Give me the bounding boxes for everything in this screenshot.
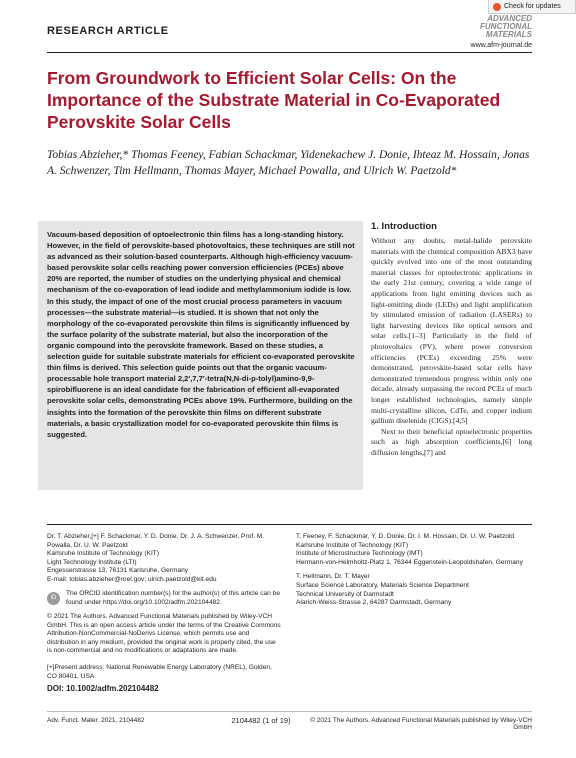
header-divider (47, 52, 532, 53)
update-badge-icon (493, 3, 501, 11)
orcid-text[interactable]: The ORCID identification number(s) for the author(s) of this article can be found under https://doi.org/10.1002/adfm.202104482. (66, 590, 281, 606)
introduction-body (371, 236, 532, 458)
license-text: © 2021 The Authors. Advanced Functional Materials published by Wiley-VCH GmbH. This is an open access article under the terms of the Creative Commons Attribution-NonCommercial-NoDerivs License, which permits use and distribution in any medium, provided the original work is properly cited, the use is non-commercial and no modifications or adaptations are made. (47, 613, 281, 655)
logo-line-2: FUNCTIONAL (480, 22, 532, 31)
footer-citation: Adv. Funct. Mater. 2021, 2104482 (47, 717, 145, 724)
affiliation-tu-darmstadt: T. Hellmann, Dr. T. Mayer Surface Science Laboratory, Materials Science Department Technical University of Darmstadt Alarich-Weiss-Strasse 2, 64287 Darmstadt, Germany (296, 573, 469, 607)
page-number: 2104482 (1 of 19) (231, 716, 291, 725)
introduction-heading: 1. Introduction (371, 221, 437, 232)
article-title: From Groundwork to Efficient Solar Cells: On the Importance of the Substrate Material in Co-Evaporated Perovskite Solar Cells (47, 68, 501, 132)
abstract-text: Vacuum-based deposition of optoelectronic thin films has a long-standing history. However, in the field of perovskite-based photovoltaics, these techniques are still not as advanced as their solution-based counterparts. Although high-efficiency vacuum-based perovskite solar cells reaching power conversion efficiencies (PCEs) above 20% are reported, the number of studies on the underlying physical and chemical mechanism of the co-evaporation of lead iodide and methylammonium iodide is low. In this study, the impact of one of the most crucial process parameters in vacuum processes—the substrate material—is studied. It is shown that not only the morphology of the co-evaporated perovskite thin films is significantly influenced by the surface polarity of the substrate material, but also the incorporation of the organic compound into the perovskite framework. Based on these studies, a selection guide for suitable substrate materials for efficient co-evaporated perovskite thin films is derived. This selection guide points out that the organic vacuum-processable hole transport material 2,2′,7,7′-tetra(N,N-di-p-tolyl)amino-9,9-spirobifluorene is an ideal candidate for the fabrication of efficient all-evaporated perovskite solar cells, demonstrating PCEs above 19%. Furthermore, building on the insights into the formation of the perovskite thin films on different substrate materials, a basic crystallization model for co-evaporated perovskite thin films is suggested. (47, 230, 355, 439)
logo-line-3: MATERIALS (485, 30, 532, 39)
journal-url[interactable]: www.afm-journal.de (470, 42, 532, 49)
check-for-updates-button[interactable] (488, 0, 576, 14)
check-for-updates-label: Check for updates (504, 3, 561, 10)
intro-paragraph-1: Without any doubts, metal-halide perovskite materials with the chemical composition ABX3 have quickly evolved into one of the most outstanding material classes for optoelectronic applications in the early 21st century, covering a wide range of applications from light emitting devices such as light-emitting diode (LEDs) and light amplification by stimulated emission of radiation (LASERs) to light harvesting devices like optical sensors and solar cells.[1–3] Particularly in the field of photovoltaics (PV), where power conversion efficiencies (PCEs) exceeding 25% were demonstrated, perovskite-based solar cells have demonstrated tremendous progress within only one decade, already surpassing the record PCEs of much longer established technologies, namely simple multi-crystalline silicon, CdTe, and copper indium gallium diselenide (CIGS).[4,5] (371, 236, 532, 426)
footer-copyright: © 2021 The Authors. Advanced Functional Materials published by Wiley-VCH GmbH (310, 717, 532, 731)
affiliation-kit-lti: Dr. T. Abzieher,[+] F. Schackmar, Y. D. Donie, Dr. J. A. Schwenzer, Prof. M. Powalla, Dr. U. W. Paetzold Karlsruhe Institute of Technology (KIT) Light Technology Institute (LTI) Engesserstrasse 13, 76131 Karlsruhe, Germany E-mail: tobias.abzieher@nrel.gov; ulrich.paetzold@kit.edu (47, 533, 265, 583)
intro-paragraph-2: Next to their beneficial optoelectronic properties such as high absorption coefficients,[6] long diffusion lengths,[7] and (371, 426, 532, 457)
present-address: [+]Present address: National Renewable Energy Laboratory (NREL), Golden, CO 80401, USA (47, 664, 272, 680)
affiliation-kit-imt: T. Feeney, F. Schackmar, Y. D. Donie, Dr. I. M. Hossain, Dr. U. W. Paetzold Karlsruhe Institute of Technology (KIT) Institute of Microstructure Technology (IMT) Hermann-von-Helmholtz-Platz 1, 76344 Eggenstein-Leopoldshafen, Germany (296, 533, 523, 566)
orcid-note (47, 590, 282, 607)
doi-link[interactable]: DOI: 10.1002/adfm.202104482 (47, 684, 159, 693)
footnote-divider (47, 524, 532, 525)
author-list: Tobias Abzieher,* Thomas Feeney, Fabian Schackmar, Yidenekachew J. Donie, Ihteaz M. Hossain, Jonas A. Schwenzer, Tim Hellmann, Thomas Mayer, Michael Powalla, and Ulrich W. Paetzold* (47, 149, 530, 177)
journal-logo (456, 15, 532, 39)
footer-divider (47, 711, 532, 712)
logo-line-1: ADVANCED (487, 14, 532, 23)
section-label: RESEARCH ARTICLE (47, 25, 169, 37)
affiliations-right (296, 533, 532, 614)
orcid-icon: iD (47, 592, 60, 605)
